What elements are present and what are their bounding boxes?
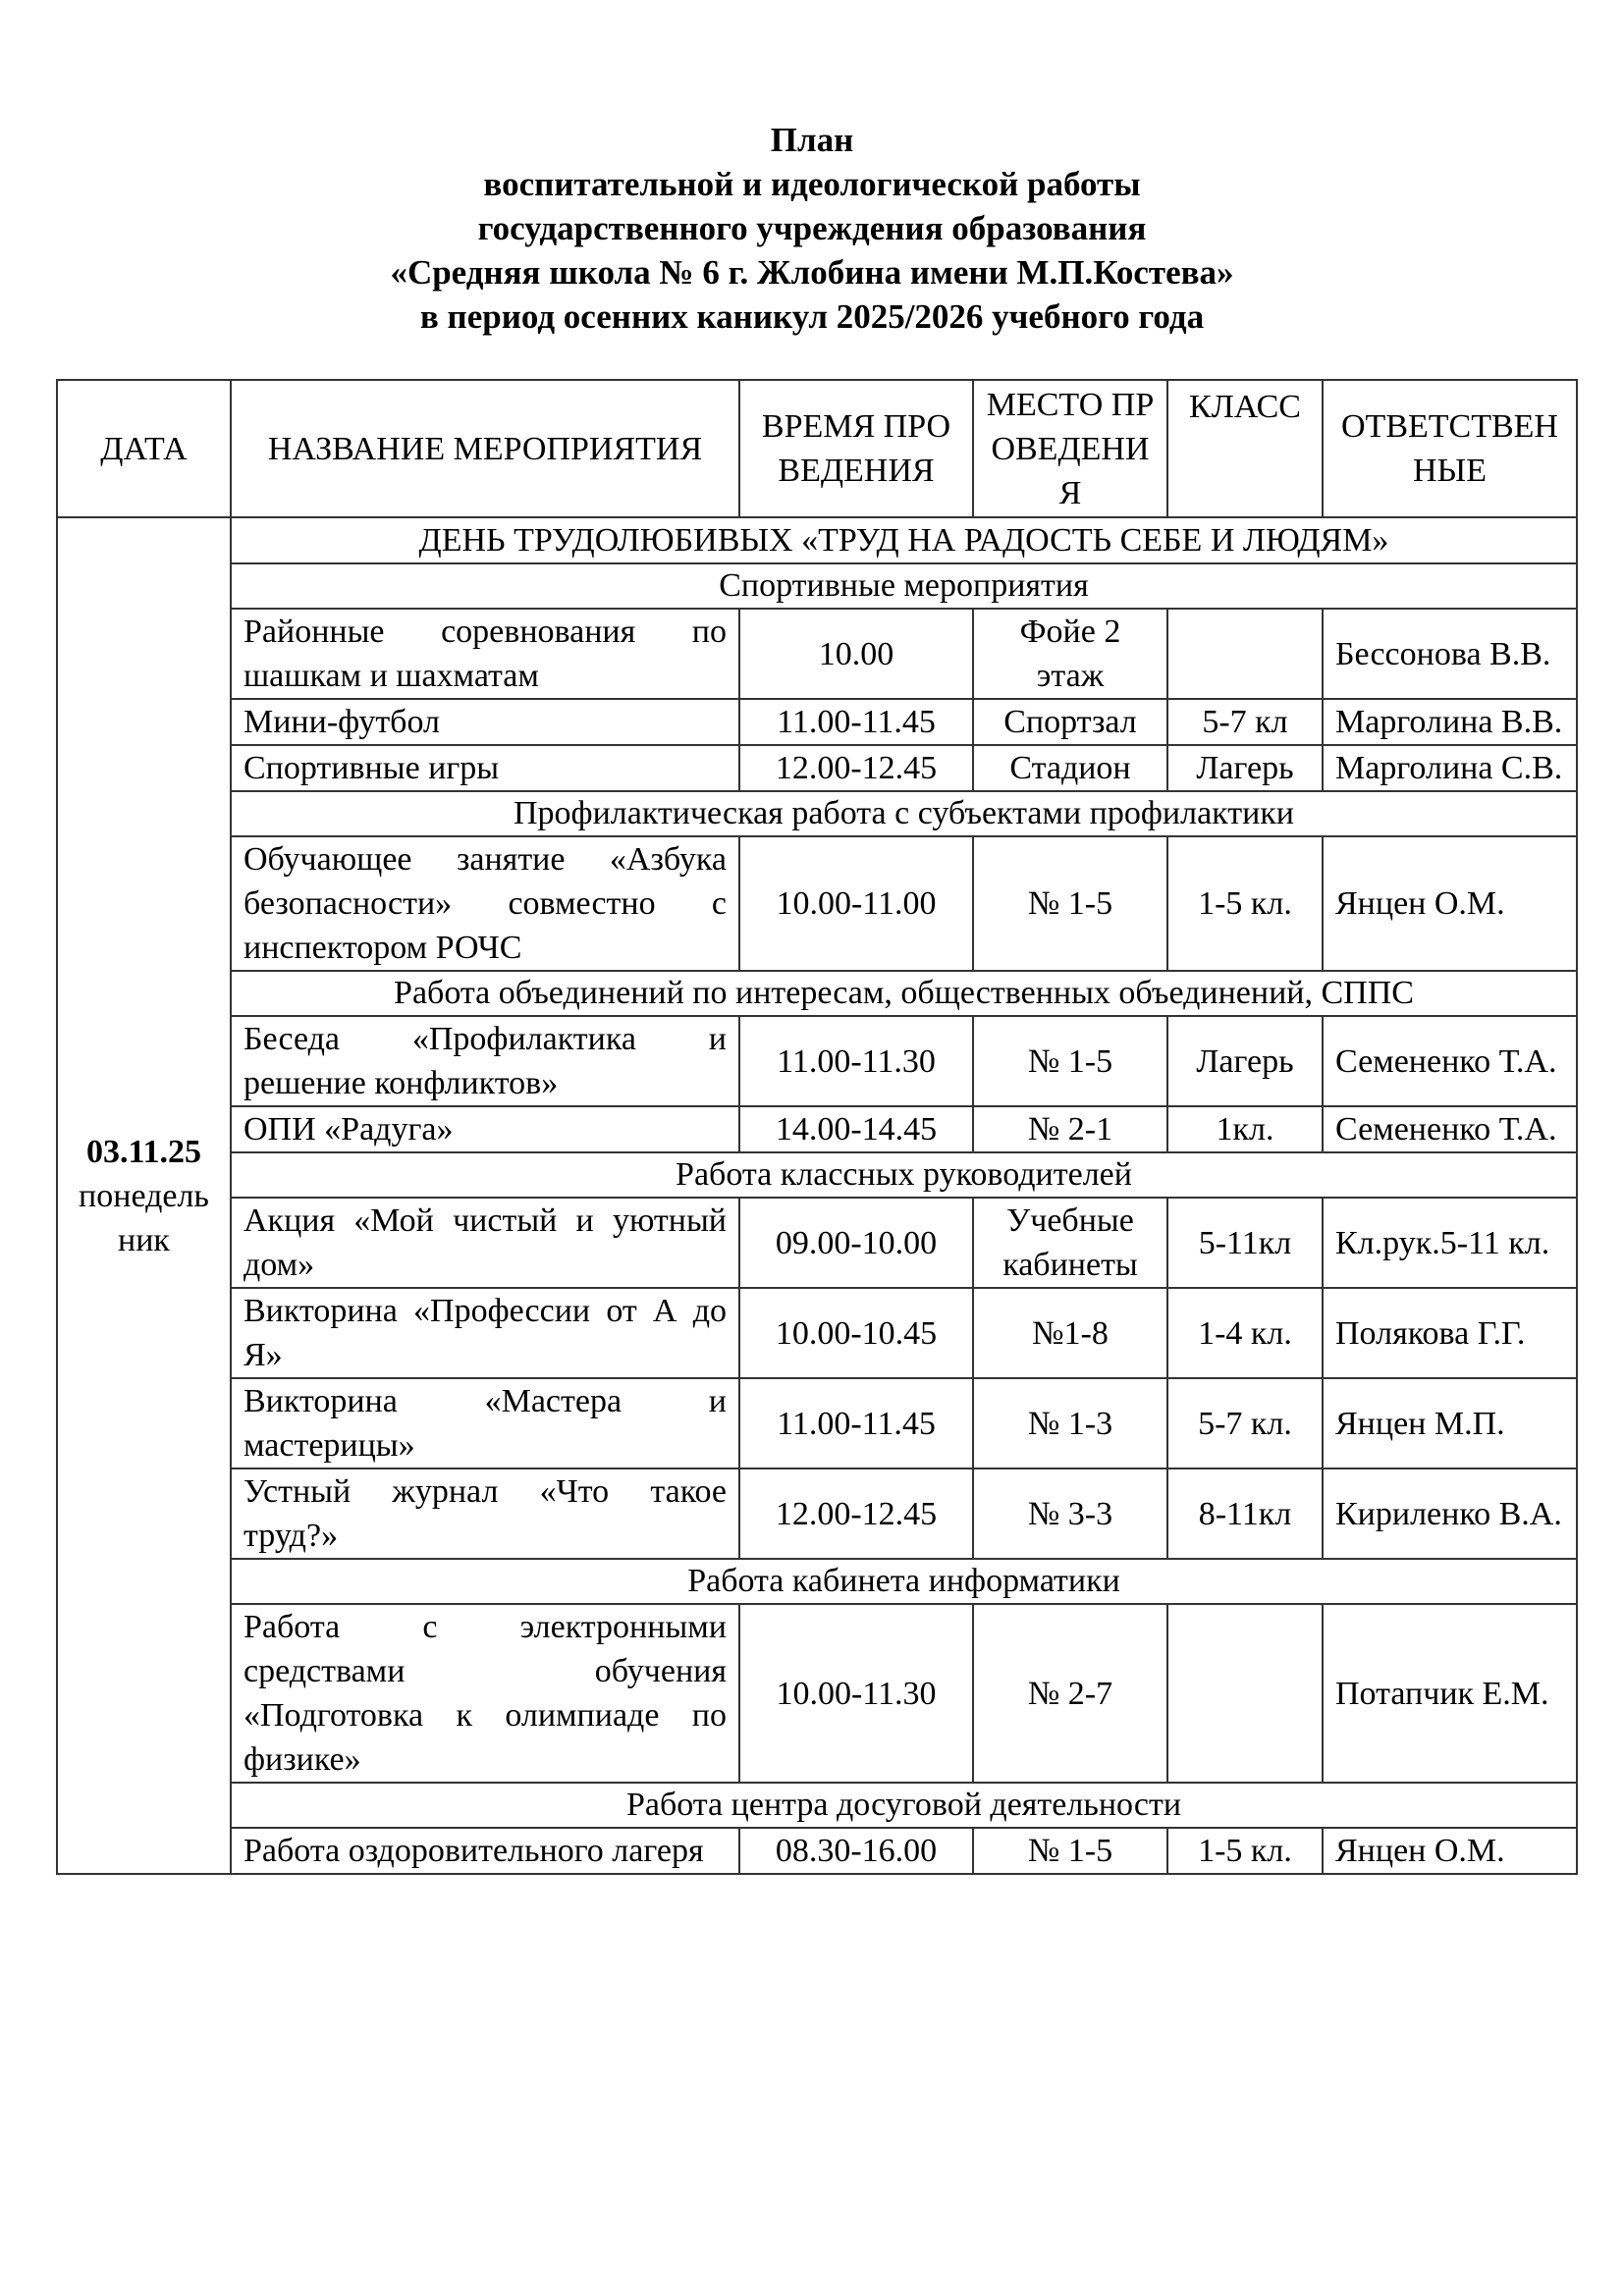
table-row: [57, 1016, 1577, 1106]
table-row: [57, 1288, 1577, 1378]
event-name: Викторина «Профессии от А до Я»: [231, 1288, 739, 1378]
table-row: [57, 1828, 1577, 1874]
table-row: [57, 1468, 1577, 1559]
event-place: Учебные кабинеты: [973, 1198, 1167, 1288]
event-responsible: Кл.рук.5-11 кл.: [1323, 1198, 1577, 1288]
event-class: [1167, 1604, 1323, 1783]
section-title: Профилактическая работа с субъектами профилактики: [231, 791, 1577, 836]
table-row: [57, 1198, 1577, 1288]
table-row: [57, 699, 1577, 745]
event-name: Работа оздоровительного лагеря: [231, 1828, 739, 1874]
section-title: Работа кабинета информатики: [231, 1559, 1577, 1604]
event-time: 14.00-14.45: [739, 1106, 973, 1152]
title-line: «Средняя школа № 6 г. Жлобина имени М.П.Костева»: [390, 253, 1234, 292]
header-time: ВРЕМЯ ПРОВЕДЕНИЯ: [739, 380, 973, 517]
event-class: Лагерь: [1167, 745, 1323, 791]
event-class: [1167, 609, 1323, 699]
table-row: [57, 1378, 1577, 1468]
event-name: Устный журнал «Что такое труд?»: [231, 1468, 739, 1559]
event-name: ОПИ «Радуга»: [231, 1106, 739, 1152]
event-responsible: Семененко Т.А.: [1323, 1106, 1577, 1152]
header-date: ДАТА: [57, 380, 231, 517]
weekday: понедельник: [79, 1177, 209, 1258]
event-time: 08.30-16.00: [739, 1828, 973, 1874]
section-row: [57, 563, 1577, 609]
event-name: Обучающее занятие «Азбука безопасности» совместно с инспектором РОЧС: [231, 836, 739, 971]
event-name: Мини-футбол: [231, 699, 739, 745]
event-time: 11.00-11.45: [739, 1378, 973, 1468]
section-row: [57, 1559, 1577, 1604]
event-name: Викторина «Мастера и мастерицы»: [231, 1378, 739, 1468]
event-place: № 1-5: [973, 1016, 1167, 1106]
section-title: Работа классных руководителей: [231, 1152, 1577, 1198]
event-time: 10.00-11.00: [739, 836, 973, 971]
event-responsible: Янцен М.П.: [1323, 1378, 1577, 1468]
event-responsible: Янцен О.М.: [1323, 1828, 1577, 1874]
header-responsible: ОТВЕТСТВЕННЫЕ: [1323, 380, 1577, 517]
event-time: 10.00-10.45: [739, 1288, 973, 1378]
event-name: Спортивные игры: [231, 745, 739, 791]
header-place: МЕСТО ПРОВЕДЕНИЯ: [973, 380, 1167, 517]
day-title: ДЕНЬ ТРУДОЛЮБИВЫХ «ТРУД НА РАДОСТЬ СЕБЕ И ЛЮДЯМ»: [231, 517, 1577, 563]
event-class: 5-7 кл: [1167, 699, 1323, 745]
table-header-row: [57, 380, 1577, 517]
event-place: №1-8: [973, 1288, 1167, 1378]
event-responsible: Потапчик Е.М.: [1323, 1604, 1577, 1783]
section-row: [57, 1152, 1577, 1198]
day-title-row: [57, 517, 1577, 563]
event-place: № 2-1: [973, 1106, 1167, 1152]
date-value: 03.11.25: [85, 1133, 202, 1170]
event-responsible: Полякова Г.Г.: [1323, 1288, 1577, 1378]
event-class: 5-7 кл.: [1167, 1378, 1323, 1468]
title-line: План: [770, 121, 854, 159]
title-line: государственного учреждения образования: [477, 209, 1147, 247]
event-time: 11.00-11.30: [739, 1016, 973, 1106]
date-cell: [57, 517, 231, 1874]
plan-table: [56, 379, 1578, 1875]
event-responsible: Бессонова В.В.: [1323, 609, 1577, 699]
section-row: [57, 1783, 1577, 1828]
event-time: 12.00-12.45: [739, 745, 973, 791]
event-responsible: Кириленко В.А.: [1323, 1468, 1577, 1559]
table-row: [57, 1106, 1577, 1152]
event-name: Акция «Мой чистый и уютный дом»: [231, 1198, 739, 1288]
header-class: КЛАСС: [1167, 380, 1323, 517]
header-name: НАЗВАНИЕ МЕРОПРИЯТИЯ: [231, 380, 739, 517]
event-class: 1-5 кл.: [1167, 1828, 1323, 1874]
section-title: Работа центра досуговой деятельности: [231, 1783, 1577, 1828]
event-time: 12.00-12.45: [739, 1468, 973, 1559]
event-name: Работа с электронными средствами обучения «Подготовка к олимпиаде по физике»: [231, 1604, 739, 1783]
event-place: Фойе 2 этаж: [973, 609, 1167, 699]
event-class: 1-5 кл.: [1167, 836, 1323, 971]
event-place: № 2-7: [973, 1604, 1167, 1783]
event-name: Районные соревнования по шашкам и шахматам: [231, 609, 739, 699]
title-line: в период осенних каникул 2025/2026 учебного года: [419, 297, 1205, 336]
event-place: № 3-3: [973, 1468, 1167, 1559]
table-row: [57, 609, 1577, 699]
section-title: Спортивные мероприятия: [231, 563, 1577, 609]
event-class: 1кл.: [1167, 1106, 1323, 1152]
event-responsible: Марголина С.В.: [1323, 745, 1577, 791]
section-title: Работа объединений по интересам, общественных объединений, СППС: [231, 971, 1577, 1016]
event-responsible: Марголина В.В.: [1323, 699, 1577, 745]
event-time: 10.00: [739, 609, 973, 699]
event-class: 5-11кл: [1167, 1198, 1323, 1288]
event-time: 11.00-11.45: [739, 699, 973, 745]
table-row: [57, 745, 1577, 791]
event-class: 8-11кл: [1167, 1468, 1323, 1559]
title-line: воспитательной и идеологической работы: [483, 165, 1141, 203]
event-place: Спортзал: [973, 699, 1167, 745]
event-class: Лагерь: [1167, 1016, 1323, 1106]
event-time: 10.00-11.30: [739, 1604, 973, 1783]
section-row: [57, 791, 1577, 836]
event-place: № 1-5: [973, 1828, 1167, 1874]
document-title: [0, 118, 1624, 339]
table-row: [57, 1604, 1577, 1783]
event-place: № 1-3: [973, 1378, 1167, 1468]
event-name: Беседа «Профилактика и решение конфликтов»: [231, 1016, 739, 1106]
event-responsible: Семененко Т.А.: [1323, 1016, 1577, 1106]
event-place: Стадион: [973, 745, 1167, 791]
event-responsible: Янцен О.М.: [1323, 836, 1577, 971]
event-place: № 1-5: [973, 836, 1167, 971]
event-time: 09.00-10.00: [739, 1198, 973, 1288]
event-class: 1-4 кл.: [1167, 1288, 1323, 1378]
table-row: [57, 836, 1577, 971]
section-row: [57, 971, 1577, 1016]
